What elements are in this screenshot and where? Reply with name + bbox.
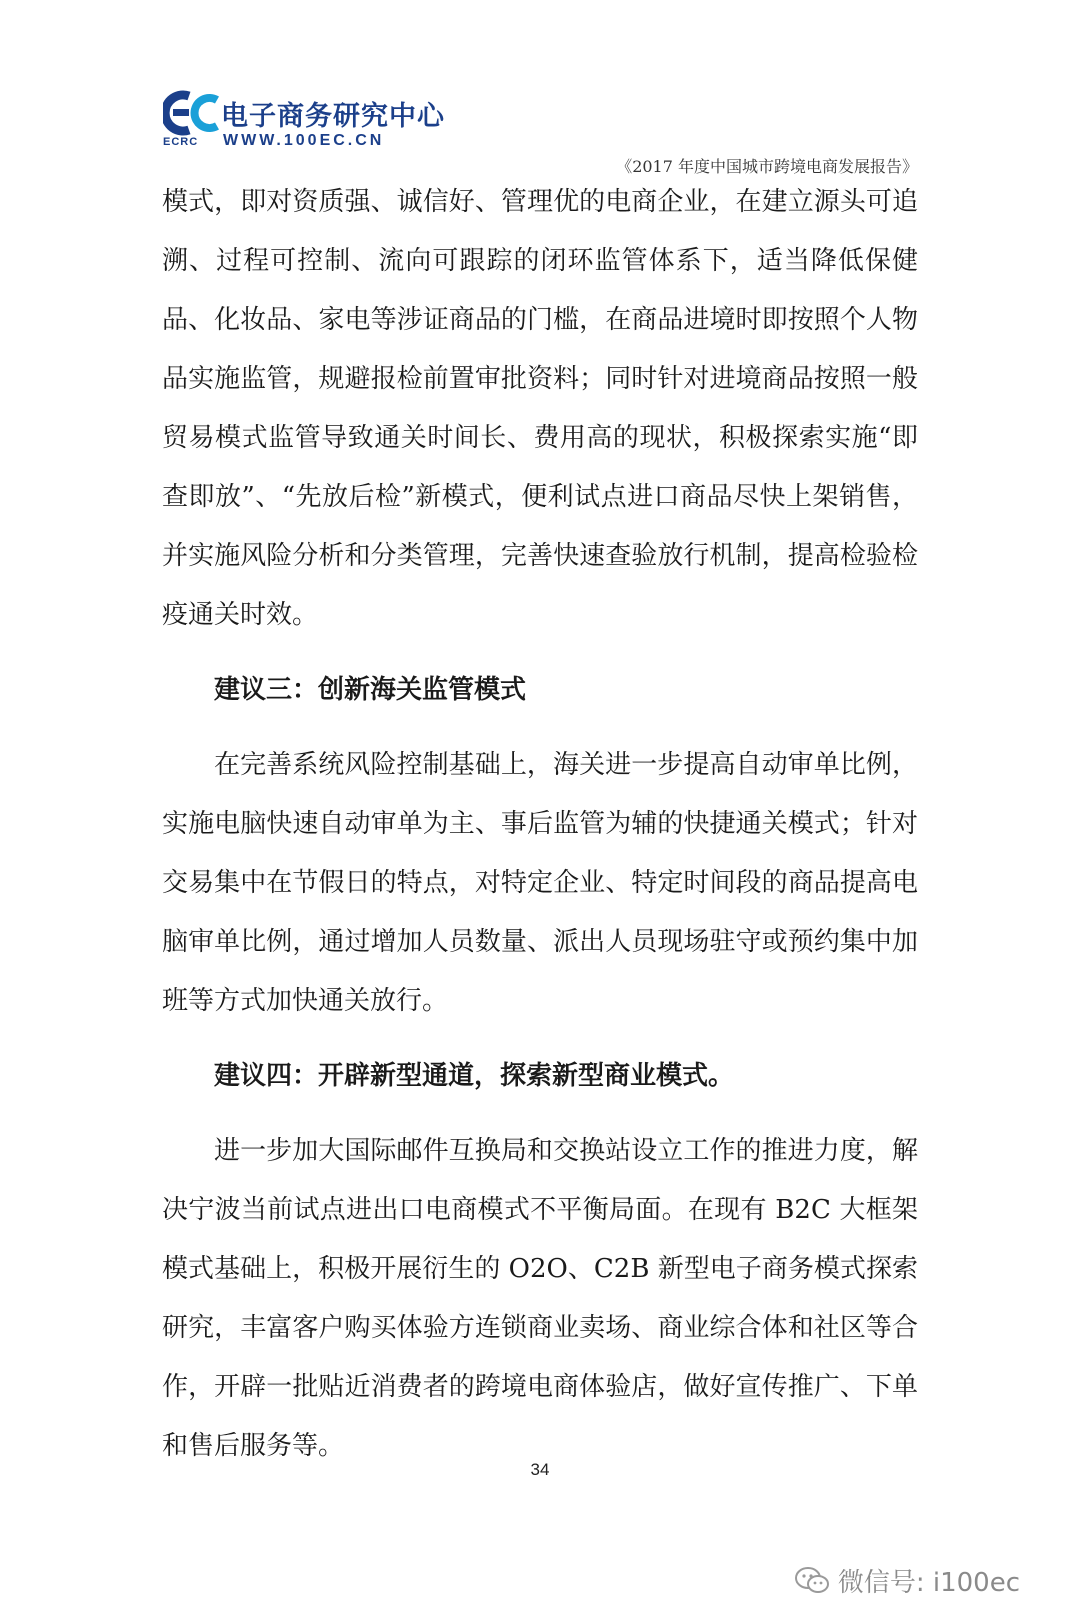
paragraph-3: 进一步加大国际邮件互换局和交换站设立工作的推进力度，解决宁波当前试点进出口电商模式不平衡局面。在现有 B2C 大框架模式基础上，积极开展衍生的 O2O、C2B 新型电子商务模式探索研究，丰富客户购买体验方连锁商业卖场、商业综合体和社区等合作，开辟一批贴近消费者的跨境电商体验店，做好宣传推广、下单和售后服务等。	[162, 1136, 918, 1461]
report-title: 《2017 年度中国城市跨境电商发展报告》	[616, 157, 918, 176]
wechat-icon	[794, 1566, 830, 1596]
logo-url: WWW.100EC.CN	[223, 132, 385, 149]
paragraph-2: 在完善系统风险控制基础上，海关进一步提高自动审单比例，实施电脑快速自动审单为主、事后监管为辅的快捷通关模式；针对交易集中在节假日的特点，对特定企业、特定时间段的商品提高电脑审单比例，通过增加人员数量、派出人员现场驻守或预约集中加班等方式加快通关放行。	[162, 750, 918, 1016]
document-body	[162, 173, 918, 1476]
heading-suggestion-4: 建议四：开辟新型通道，探索新型商业模式。	[214, 1061, 735, 1091]
logo-abbrev: ECRC	[163, 136, 199, 148]
logo-name: 电子商务研究中心	[221, 101, 445, 132]
ec-logo-icon	[163, 90, 223, 136]
wechat-watermark	[794, 1562, 1020, 1599]
header-logo	[163, 90, 445, 152]
ecrc-logo-mark	[163, 90, 223, 152]
page-number: 34	[530, 1460, 550, 1479]
heading-suggestion-3: 建议三：创新海关监管模式	[214, 675, 527, 705]
wechat-id: 微信号: i100ec	[837, 1568, 1020, 1598]
paragraph-1: 模式，即对资质强、诚信好、管理优的电商企业，在建立源头可追溯、过程可控制、流向可跟踪的闭环监管体系下，适当降低保健品、化妆品、家电等涉证商品的门槛，在商品进境时即按照个人物品实施监管，规避报检前置审批资料；同时针对进境商品按照一般贸易模式监管导致通关时间长、费用高的现状，积极探索实施“即查即放”、“先放后检”新模式，便利试点进口商品尽快上架销售，并实施风险分析和分类管理，完善快速查验放行机制，提高检验检疫通关时效。	[162, 187, 918, 630]
